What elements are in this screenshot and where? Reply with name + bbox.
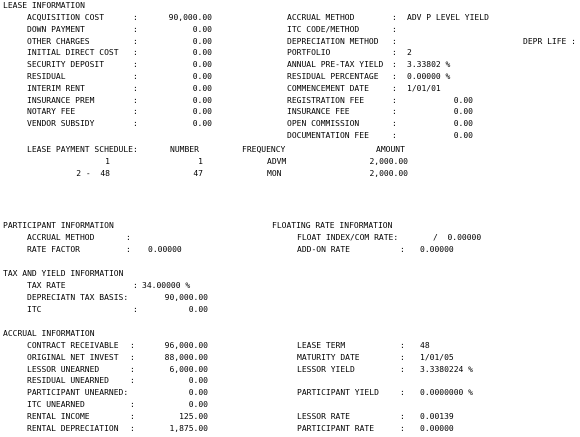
accrual-left-value: 1,875.00 [169,423,208,433]
accrual-right-colon: : [400,352,405,362]
accrual-left-colon: : [130,376,135,386]
lease-field-colon: : [133,83,138,93]
lease-right-label: REGISTRATION FEE [287,95,365,105]
schedule-row-frequency: MON [267,168,282,178]
accrual-left-value: 0.00 [188,400,208,409]
lease-right-label: COMMENCEMENT DATE [287,83,369,93]
accrual-left-label: RENTAL DEPRECIATION [27,423,119,433]
schedule-row-range: 1 [105,157,110,166]
accrual-left-label: CONTRACT RECEIVABLE [27,341,119,350]
lease-field-value: 0.00 [192,48,212,58]
lease-field-label: SECURITY DEPOSIT [27,60,105,70]
accrual-left-value: 96,000.00 [164,341,208,350]
accrual-left-colon: : [130,352,135,362]
tax-field-label: DEPRECIATN TAX BASIS: [27,293,129,302]
accrual-left-colon: : [130,400,135,409]
accrual-left-value: 0.00 [188,388,208,398]
lease-field-value: 0.00 [192,72,212,81]
accrual-right-colon: : [400,423,405,433]
accrual-left-colon: : [130,423,135,433]
lease-field-value: 0.00 [192,83,212,93]
lease-right-label: RESIDUAL PERCENTAGE [287,72,379,81]
lease-right-value: 0.00 [453,107,473,117]
lease-right-colon: : [392,119,397,129]
schedule-header-amount: AMOUNT [376,145,405,154]
lease-field-value: 90,000.00 [168,13,212,22]
lease-right-colon: : [392,95,397,105]
schedule-title: LEASE PAYMENT SCHEDULE: [27,145,138,154]
accrual-right-label: LESSOR YIELD [297,364,355,374]
section-heading-accrual: ACCRUAL INFORMATION [3,329,95,338]
lease-right-value: 0.00 [453,95,473,105]
lease-field-colon: : [133,36,138,46]
accrual-left-value: 125.00 [179,411,208,421]
section-heading-floating: FLOATING RATE INFORMATION [272,221,393,230]
lease-right-value: ADV P LEVEL YIELD [407,13,489,22]
lease-right-colon: : [392,83,397,93]
lease-right-colon: : [392,48,397,58]
lease-right-value: 1/01/01 [407,83,441,93]
accrual-left-label: PARTICIPANT UNEARNED: [27,388,129,398]
accrual-right-colon: : [400,341,405,350]
lease-right-colon: : [392,36,397,46]
participant-field-label: RATE FACTOR [27,244,80,254]
floating-field-colon: : [400,245,405,254]
tax-field-colon: : [133,305,138,314]
accrual-left-colon: : [130,364,135,374]
tax-field-value: 90,000.00 [164,293,208,302]
schedule-row-number: 47 [193,168,203,178]
lease-field-colon: : [133,24,138,34]
lease-right-label: ANNUAL PRE-TAX YIELD [287,60,384,70]
accrual-left-colon: : [130,411,135,421]
participant-field-colon: : [126,244,131,254]
tax-field-colon: : [133,281,138,290]
tax-field-value: 34.00000 % [142,281,191,290]
accrual-right-label: MATURITY DATE [297,352,360,362]
lease-field-colon: : [133,119,138,129]
accrual-right-colon: : [400,388,405,398]
tax-field-label: ITC [27,305,42,314]
lease-right-colon: : [392,107,397,117]
accrual-right-colon: : [400,364,405,374]
lease-field-colon: : [133,60,138,70]
lease-field-label: ACQUISITION COST [27,13,105,22]
lease-right-value: 0.00 [453,119,473,129]
lease-field-colon: : [133,48,138,58]
lease-right-label: DEPRECIATION METHOD [287,36,379,46]
lease-field-value: 0.00 [192,119,212,129]
lease-right-label: DOCUMENTATION FEE [287,131,369,140]
schedule-header-frequency: FREQUENCY [242,145,286,154]
schedule-row-amount: 2,000.00 [369,168,408,178]
lease-field-value: 0.00 [192,36,212,46]
accrual-left-label: ITC UNEARNED [27,400,85,409]
lease-field-label: RESIDUAL [27,72,66,81]
lease-field-value: 0.00 [192,107,212,117]
depr-life-label: DEPR LIFE : [523,37,576,46]
lease-field-colon: : [133,13,138,22]
section-heading-participant: PARTICIPANT INFORMATION [3,221,114,230]
lease-right-label: ACCRUAL METHOD [287,13,355,22]
section-heading-tax: TAX AND YIELD INFORMATION [3,269,124,278]
floating-field-label: ADD-ON RATE [297,245,350,254]
lease-field-value: 0.00 [192,95,212,105]
accrual-left-value: 6,000.00 [169,364,208,374]
lease-right-colon: : [392,24,397,34]
lease-right-value: 0.00000 % [407,72,451,81]
accrual-right-value: 0.00139 [420,411,454,421]
accrual-right-colon: : [400,411,405,421]
floating-field-label: FLOAT INDEX/COM RATE: [297,233,399,242]
lease-right-colon: : [392,60,397,70]
lease-field-colon: : [133,95,138,105]
accrual-right-value: 1/01/05 [420,352,454,362]
accrual-left-label: RENTAL INCOME [27,411,90,421]
lease-right-label: ITC CODE/METHOD [287,24,360,34]
accrual-right-label: LEASE TERM [297,341,346,350]
schedule-header-number: NUMBER [170,145,199,154]
lease-field-value: 0.00 [192,24,212,34]
lease-right-colon: : [392,13,397,22]
lease-right-value: 3.33802 % [407,60,451,70]
accrual-left-value: 0.00 [188,376,208,386]
lease-right-label: OPEN COMMISSION [287,119,360,129]
accrual-left-label: LESSOR UNEARNED [27,364,100,374]
participant-field-value: 0.00000 [148,244,182,254]
participant-field-label: ACCRUAL METHOD [27,233,95,242]
floating-field-value: / 0.00000 [433,233,482,242]
lease-field-label: NOTARY FEE [27,107,76,117]
schedule-row-frequency: ADVM [267,157,287,166]
lease-right-colon: : [392,131,397,140]
accrual-right-value: 48 [420,341,430,350]
schedule-row-range: 2 - 48 [76,168,110,178]
accrual-right-label: PARTICIPANT YIELD [297,388,379,398]
lease-field-value: 0.00 [192,60,212,70]
schedule-row-amount: 2,000.00 [369,157,408,166]
accrual-right-label: LESSOR RATE [297,411,350,421]
lease-field-label: OTHER CHARGES [27,36,90,46]
accrual-right-value: 0.00000 [420,423,454,433]
tax-field-value: 0.00 [188,305,208,314]
lease-right-colon: : [392,72,397,81]
section-heading-lease: LEASE INFORMATION [3,1,85,10]
lease-right-value: 2 [407,48,412,58]
lease-field-label: INSURANCE PREM [27,95,95,105]
lease-field-label: VENDOR SUBSIDY [27,119,95,129]
lease-field-label: DOWN PAYMENT [27,24,85,34]
accrual-left-colon: : [130,341,135,350]
schedule-row-number: 1 [198,157,203,166]
accrual-right-label: PARTICIPANT RATE [297,423,375,433]
lease-field-label: INTERIM RENT [27,83,85,93]
accrual-left-value: 88,000.00 [164,352,208,362]
lease-field-colon: : [133,72,138,81]
lease-field-label: INITIAL DIRECT COST [27,48,119,58]
accrual-right-value: 0.0000000 % [420,388,473,398]
lease-right-label: PORTFOLIO [287,48,331,58]
accrual-left-label: ORIGINAL NET INVEST [27,352,119,362]
tax-field-label: TAX RATE [27,281,66,290]
floating-field-value: 0.00000 [420,245,454,254]
accrual-left-label: RESIDUAL UNEARNED [27,376,109,386]
lease-right-value: 0.00 [453,131,473,140]
accrual-right-value: 3.3380224 % [420,364,473,374]
participant-field-colon: : [126,233,131,242]
lease-field-colon: : [133,107,138,117]
lease-right-label: INSURANCE FEE [287,107,350,117]
